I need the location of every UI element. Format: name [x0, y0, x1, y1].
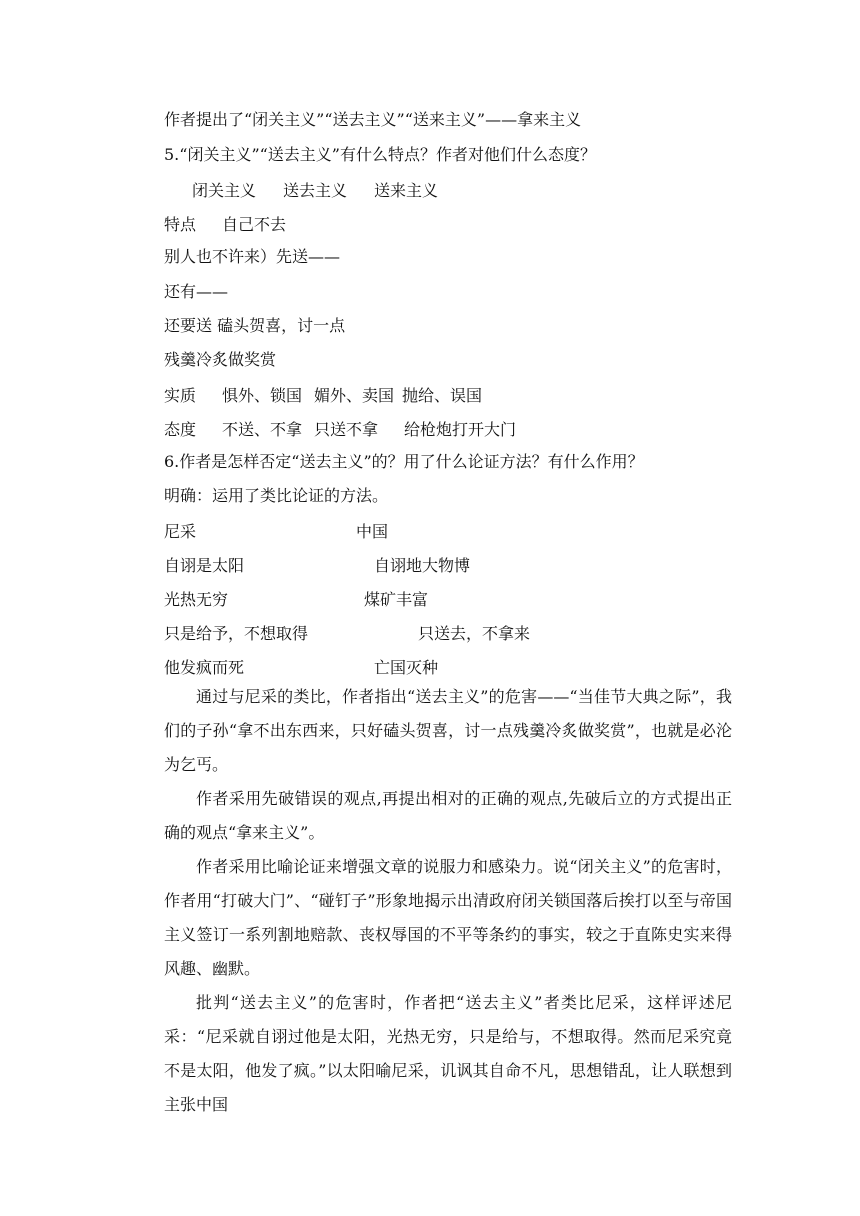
- paragraph-4: 批判“送去主义”的危害时，作者把“送去主义”者类比尼采，这样评述尼采：“尼采就自诩过他是太阳，光热无穷，只是给与，不想取得。然而尼采究竟不是太阳，他发了疯。”以太阳喻尼采，讥讽其自命不凡，思想错乱，让人联想到主张中国: [164, 993, 732, 1114]
- attitude-value-3: 给枪炮打开大门: [404, 420, 517, 439]
- comparison-left-1: 尼采: [164, 522, 197, 541]
- paragraph-1: 通过与尼采的类比，作者指出“送去主义”的危害——“当佳节大典之际”，我们的子孙“拿不出东西来，只好磕头贺喜，讨一点残羹冷炙做奖赏”，也就是必沦为乞丐。: [164, 687, 732, 774]
- features-line-5: 残羹冷炙做奖赏: [164, 350, 277, 369]
- comparison-right-2: 自诩地大物博: [374, 556, 471, 575]
- paragraph-3: 作者采用比喻论证来增强文章的说服力和感染力。说“闭关主义”的危害时，作者用“打破大门”、“碰钉子”形象地揭示出清政府闭关锁国落后挨打以至与帝国主义签订一系列割地赔款、丧权辱国的不平等条约的事实，较之于直陈史实来得风趣、幽默。: [164, 857, 732, 978]
- comparison-right-1: 中国: [356, 522, 389, 541]
- essence-value-2: 媚外、卖国: [314, 386, 395, 405]
- intro-line: 作者提出了“闭关主义”“送去主义”“送来主义”——拿来主义: [164, 110, 582, 129]
- comparison-right-5: 亡国灭种: [374, 658, 439, 677]
- essence-value-3: 抛给、误国: [402, 386, 483, 405]
- comparison-left-5: 他发疯而死: [164, 658, 245, 677]
- comparison-left-4: 只是给予，不想取得: [164, 624, 309, 643]
- header-song-lai: 送来主义: [374, 181, 439, 200]
- header-bi-guan: 闭关主义: [192, 181, 257, 200]
- comparison-left-2: 自诩是太阳: [164, 556, 245, 575]
- attitude-label: 态度: [164, 420, 197, 439]
- attitude-value-2: 只送不拿: [314, 420, 379, 439]
- features-line-3: 还有——: [164, 282, 229, 301]
- features-line-4: 还要送 磕头贺喜，讨一点: [164, 316, 346, 335]
- comparison-right-4: 只送去，不拿来: [418, 624, 531, 643]
- essence-label: 实质: [164, 386, 197, 405]
- comparison-right-3: 煤矿丰富: [364, 590, 429, 609]
- attitude-value-1: 不送、不拿: [222, 420, 303, 439]
- question-5: 5.“闭关主义”“送去主义”有什么特点？作者对他们什么态度？: [164, 145, 596, 164]
- paragraph-2: 作者采用先破错误的观点,再提出相对的正确的观点,先破后立的方式提出正确的观点“拿来主义”。: [164, 789, 732, 842]
- features-line-2: 别人也不许来）先送——: [164, 247, 341, 266]
- features-label: 特点: [164, 215, 197, 234]
- essence-value-1: 惧外、锁国: [222, 386, 303, 405]
- question-6: 6.作者是怎样否定“送去主义”的？用了什么论证方法？有什么作用？: [164, 452, 644, 471]
- features-line-1: 自己不去: [222, 215, 287, 234]
- answer-line: 明确：运用了类比论证的方法。: [164, 486, 389, 505]
- header-song-qu: 送去主义: [283, 181, 348, 200]
- comparison-left-3: 光热无穷: [164, 590, 229, 609]
